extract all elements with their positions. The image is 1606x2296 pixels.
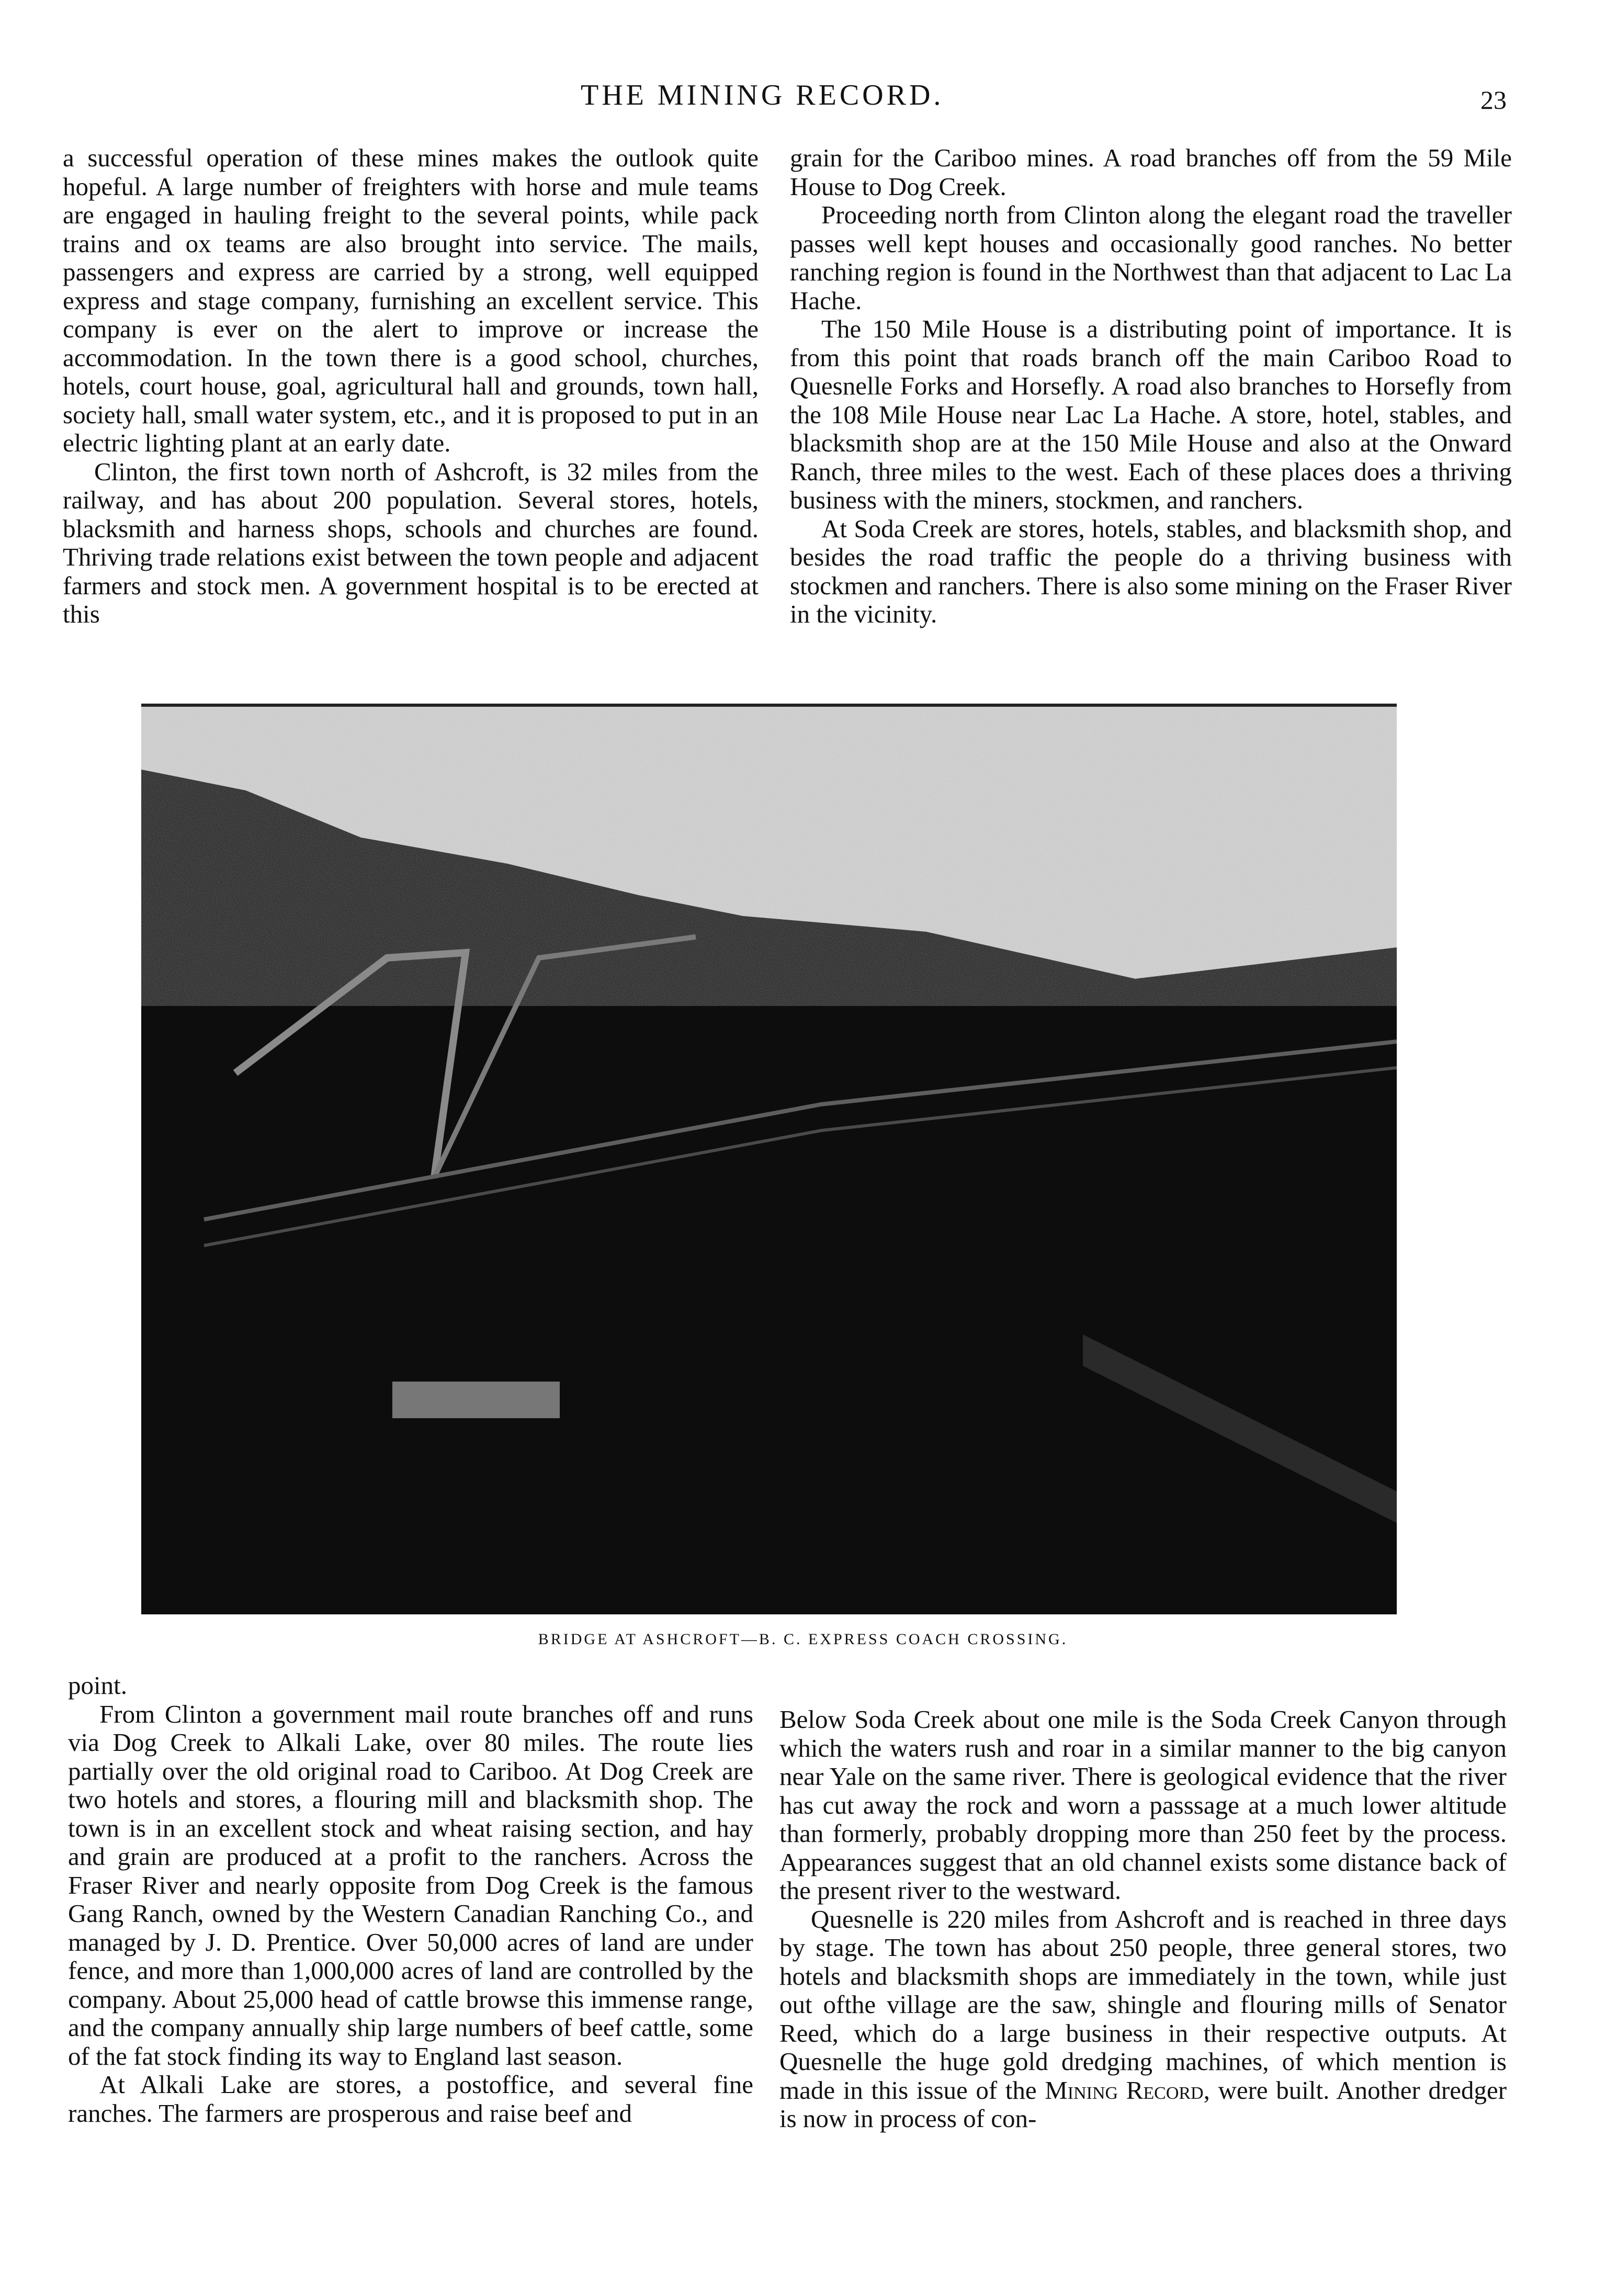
paragraph: At Alkali Lake are stores, a postoffice, and several fine ranches. The farmers are prosperous and raise beef and xyxy=(68,2070,753,2128)
paragraph: Clinton, the first town north of Ashcroft, is 32 miles from the railway, and has about 200 population. Several stores, hotels, blacksmith and harness shops, schools and churches are found. Thriving trade relations exist between the town people and adjacent farmers and stock men. A government hospital is to be erected at this xyxy=(63,457,759,628)
bridge-photo xyxy=(141,704,1397,1614)
paragraph: a successful operation of these mines makes the outlook quite hopeful. A large number of freighters with horse and mule teams are engaged in hauling freight to the several points, while pack trains and ox teams are also brought into service. The mails, passengers and express are carried by a strong, well equipped express and stage company, furnishing an excellent service. This company is ever on the alert to improve or increase the accommodation. In the town there is a good school, churches, hotels, court house, goal, agricultural hall and grounds, town hall, society hall, small water system, etc., and it is proposed to put in an electric lighting plant at an early date. xyxy=(63,143,759,457)
bridge-photo-illustration xyxy=(141,707,1397,1614)
paragraph: grain for the Cariboo mines. A road branches off from the 59 Mile House to Dog Creek. xyxy=(790,143,1512,201)
paragraph: The 150 Mile House is a distributing point of importance. It is from this point that roads branch off the main Cariboo Road to Quesnelle Forks and Horsefly. A road also branches to Horsefly from the 108 Mile House near Lac La Hache. A store, hotel, stables, and blacksmith shop are at the 150 Mile House and also at the Onward Ranch, three miles to the west. Each of these places does a thriving business with the miners, stockmen, and ranchers. xyxy=(790,314,1512,514)
paragraph: point. xyxy=(68,1671,127,1700)
journal-name: Mining Record xyxy=(1045,2075,1204,2105)
paragraph-text: , were built. Another dredger is now in process of con- xyxy=(779,2075,1507,2133)
photo-caption: BRIDGE AT ASHCROFT—B. C. EXPRESS COACH CROSSING. xyxy=(538,1631,1068,1648)
paragraph: Below Soda Creek about one mile is the Soda Creek Canyon through which the waters rush and roar in a similar manner to the big canyon near Yale on the same river. There is geological evidence that the river has cut away the rock and worn a passsage at a much lower altitude than formerly, probably dropping more than 250 feet by the process. Appearances suggest that an old channel exists some distance back of the present river to the westward. xyxy=(779,1705,1507,1905)
paragraph: From Clinton a government mail route branches off and runs via Dog Creek to Alkali Lake, over 80 miles. The route lies partially over the old original road to Cariboo. At Dog Creek are two hotels and stores, a flouring mill and blacksmith shop. The town is in an excellent stock and wheat raising section, and hay and grain are produced at a profit to the ranchers. Across the Fraser River and nearly opposite from Dog Creek is the famous Gang Ranch, owned by the Western Canadian Ranching Co., and managed by J. D. Prentice. Over 50,000 acres of land are under fence, and more than 1,000,000 acres of land are controlled by the company. About 25,000 head of cattle browse this immense range, and the company annually ship large numbers of beef cattle, some of the fat stock finding its way to England last season. xyxy=(68,1699,753,2071)
paragraph-text: Quesnelle is 220 miles from Ashcroft and is reached in three days by stage. The town has about 250 people, three general stores, two hotels and blacksmith shops are immediately in the town, while just out ofthe village are the saw, shingle and flouring mills of Senator Reed, which do a large business in their respective outputs. At Quesnelle the huge gold dredging machines, of which mention is made in this issue of the xyxy=(779,1904,1507,2105)
page-number: 23 xyxy=(1480,85,1507,115)
bottom-left-column xyxy=(68,1671,753,2128)
paragraph: At Soda Creek are stores, hotels, stables, and blacksmith shop, and besides the road traffic the people do a thriving business with stockmen and ranchers. There is also some mining on the Fraser River in the vicinity. xyxy=(790,514,1512,628)
paragraph xyxy=(779,1905,1507,2133)
paragraph: Proceeding north from Clinton along the elegant road the traveller passes well kept houses and occasionally good ranches. No better ranching region is found in the Northwest than that adjacent to Lac La Hache. xyxy=(790,200,1512,315)
top-left-column xyxy=(63,144,759,629)
top-right-column xyxy=(790,144,1512,629)
page-header xyxy=(0,78,1606,120)
running-title: THE MINING RECORD. xyxy=(581,79,944,111)
bottom-right-column xyxy=(779,1705,1507,2133)
